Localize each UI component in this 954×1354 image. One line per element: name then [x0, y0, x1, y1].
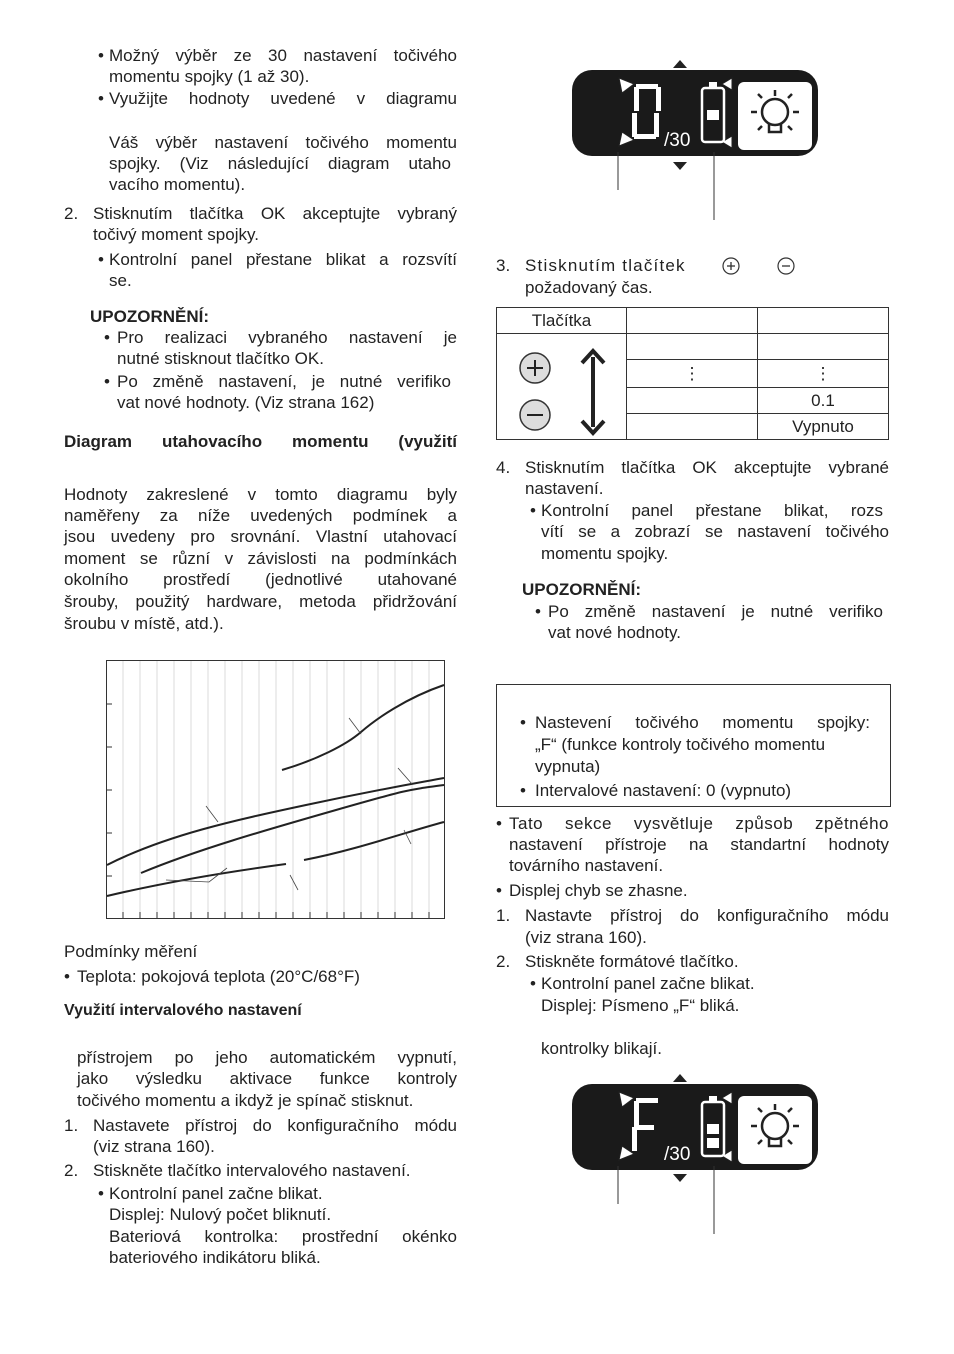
- r2b-line1: Kontrolní panel začne blikat.: [541, 974, 755, 993]
- diagram-para-2: naměřeny za níže uvedených podmínek a: [64, 506, 457, 525]
- plus-icon-inline: [721, 256, 741, 276]
- p1-line3: vacího momentu).: [109, 175, 246, 194]
- table-cell: [758, 334, 889, 360]
- step-num: 3.: [496, 256, 511, 275]
- step-num: 2.: [496, 952, 511, 971]
- table-cell: [758, 308, 889, 334]
- bullet: •: [104, 372, 110, 391]
- i2b-line3: Bateriová kontrolka: prostřední okénko: [109, 1227, 457, 1246]
- s2-line2: točivý moment spojky.: [93, 225, 259, 244]
- r1-line1: Nastavte přístroj do konfiguračního módu: [525, 906, 889, 925]
- r-b2-line: Displej chyb se zhasne.: [509, 881, 688, 900]
- interval-para-1: přístrojem po jeho automatickém vypnutí,: [77, 1048, 457, 1067]
- torque-diagram: [106, 660, 446, 920]
- bullet: •: [98, 250, 104, 269]
- table-cell: ⋮: [758, 360, 889, 388]
- box-b2-line: Intervalové nastavení: 0 (vypnuto): [535, 781, 792, 800]
- note2-title: UPOZORNĚNÍ:: [522, 580, 641, 599]
- s3-line2: požadovaný čas.: [525, 278, 653, 297]
- s4b-line1: Kontrolní panel přestane blikat, rozs: [541, 501, 883, 520]
- step-num: 1.: [496, 906, 511, 925]
- step-num: 2.: [64, 204, 79, 223]
- i2-line: Stiskněte tlačítko intervalového nastavení.: [93, 1161, 411, 1180]
- b1-line1: Možný výběr ze 30 nastavení točivého: [109, 46, 457, 65]
- i2b-line1: Kontrolní panel začne blikat.: [109, 1184, 323, 1203]
- i2b-line2: Displej: Nulový počet bliknutí.: [109, 1205, 332, 1224]
- control-panel-2: [572, 1070, 820, 1236]
- bullet: •: [496, 881, 502, 900]
- bullet: •: [98, 89, 104, 108]
- bullet: •: [535, 602, 541, 621]
- diagram-para-7: šroubu v místě, atd.).: [64, 614, 224, 633]
- bullet: •: [64, 967, 70, 986]
- note1-title: UPOZORNĚNÍ:: [90, 307, 209, 326]
- s4-line2: nastavení.: [525, 479, 604, 498]
- bullet: •: [104, 328, 110, 347]
- p1-line2: spojky. (Viz následující diagram utaho: [109, 154, 451, 173]
- diagram-para-4: moment se různí v závislosti na podmínkách: [64, 549, 457, 568]
- note2-b1-line1: Po změně nastavení je nutné verifiko: [548, 602, 883, 621]
- i1-line2: (viz strana 160).: [93, 1137, 215, 1156]
- s4b-line2: vítí se a zobrazí se nastavení točivého: [541, 522, 889, 541]
- b2-line: Využijte hodnoty uvedené v diagramu: [109, 89, 457, 108]
- r2b-line2: Displej: Písmeno „F“ bliká.: [541, 996, 740, 1015]
- interval-para-3: točivého momentu a ikdyž je spínač stisknut.: [77, 1091, 414, 1110]
- step-num: 4.: [496, 458, 511, 477]
- s4-line1: Stisknutím tlačítka OK akceptujte vybrané: [525, 458, 889, 477]
- s2-line1: Stisknutím tlačítka OK akceptujte vybraný: [93, 204, 457, 223]
- minus-button-icon[interactable]: [520, 400, 550, 430]
- bullet: •: [520, 781, 526, 800]
- control-panel-1-drawing: [572, 60, 820, 220]
- control-panel-1: [572, 60, 820, 220]
- r2c-line: kontrolky blikají.: [541, 1039, 662, 1058]
- panel1-label: /30: [664, 130, 691, 151]
- s2b-line1: Kontrolní panel přestane blikat a rozsvítí: [109, 250, 457, 269]
- table-value-off: Vypnuto: [758, 414, 889, 440]
- interval-para-2: jako výsledku aktivace funkce kontroly: [77, 1069, 457, 1088]
- p1-line1: Váš výběr nastavení točivého momentu: [109, 133, 457, 152]
- table-buttons-drawing: [517, 349, 617, 437]
- note2-b1-line2: vat nové hodnoty.: [548, 623, 681, 642]
- bullet: •: [520, 713, 526, 732]
- diagram-para-5: okolního prostředí (jednotlivé utahované: [64, 570, 457, 589]
- box-b1-line1: Nastevení točivého momentu spojky:: [535, 713, 870, 732]
- r1-line2: (viz strana 160).: [525, 928, 647, 947]
- table-cell: [627, 414, 758, 440]
- box-b1-line2: „F“ (funkce kontroly točivého momentu: [535, 735, 826, 754]
- table-cell: [627, 388, 758, 414]
- note1-b1-line2: nutné stisknout tlačítko OK.: [117, 349, 324, 368]
- table-value-01: 0.1: [758, 388, 889, 414]
- table-cell: [627, 308, 758, 334]
- note1-b2-line2: vat nové hodnoty. (Viz strana 162): [117, 393, 375, 412]
- i1-line1: Nastavete přístroj do konfiguračního módu: [93, 1116, 457, 1135]
- panel2-label: /30: [664, 1144, 691, 1165]
- table-cell: [627, 334, 758, 360]
- r-b1-line3: továrního nastavení.: [509, 856, 664, 875]
- r2-line: Stiskněte formátové tlačítko.: [525, 952, 739, 971]
- table-header: Tlačítka: [497, 308, 627, 334]
- bullet: •: [98, 46, 104, 65]
- control-panel-2-drawing: [572, 1070, 820, 1236]
- diagram-para-6: šrouby, použitý hardware, metoda přidržování: [64, 592, 457, 611]
- diagram-para-3: jsou uvedeny pro srovnání. Vlastní utahovací: [64, 527, 457, 546]
- up-down-arrow-icon: [582, 351, 604, 433]
- diagram-heading: Diagram utahovacího momentu (využití: [64, 432, 457, 451]
- step-num: 2.: [64, 1161, 79, 1180]
- step-num: 1.: [64, 1116, 79, 1135]
- diagram-para-1: Hodnoty zakreslené v tomto diagramu byly: [64, 485, 457, 504]
- note1-b1-line1: Pro realizaci vybraného nastavení je: [117, 328, 457, 347]
- s2b-line2: se.: [109, 271, 132, 290]
- i2b-line4: bateriového indikátoru bliká.: [109, 1248, 321, 1267]
- minus-icon-inline: [776, 256, 796, 276]
- cond-b1: Teplota: pokojová teplota (20°C/68°F): [77, 967, 360, 986]
- r-b1-line1: Tato sekce vysvětluje způsob zpětného: [509, 814, 889, 833]
- s3-line1: Stisknutím tlačítek: [525, 256, 686, 275]
- table-cell: ⋮: [627, 360, 758, 388]
- note1-b2-line1: Po změně nastavení, je nutné verifiko: [117, 372, 451, 391]
- s4b-line3: momentu spojky.: [541, 544, 669, 563]
- plus-button-icon[interactable]: [520, 353, 550, 383]
- b1-line2: momentu spojky (1 až 30).: [109, 67, 310, 86]
- bullet: •: [530, 501, 536, 520]
- bullet: •: [496, 814, 502, 833]
- interval-heading: Využití intervalového nastavení: [64, 1002, 302, 1019]
- bullet: •: [530, 974, 536, 993]
- cond-title: Podmínky měření: [64, 942, 198, 961]
- r-b1-line2: nastavení přístroje na standartní hodnoty: [509, 835, 889, 854]
- bullet: •: [98, 1184, 104, 1203]
- box-b1-line3: vypnuta): [535, 757, 601, 776]
